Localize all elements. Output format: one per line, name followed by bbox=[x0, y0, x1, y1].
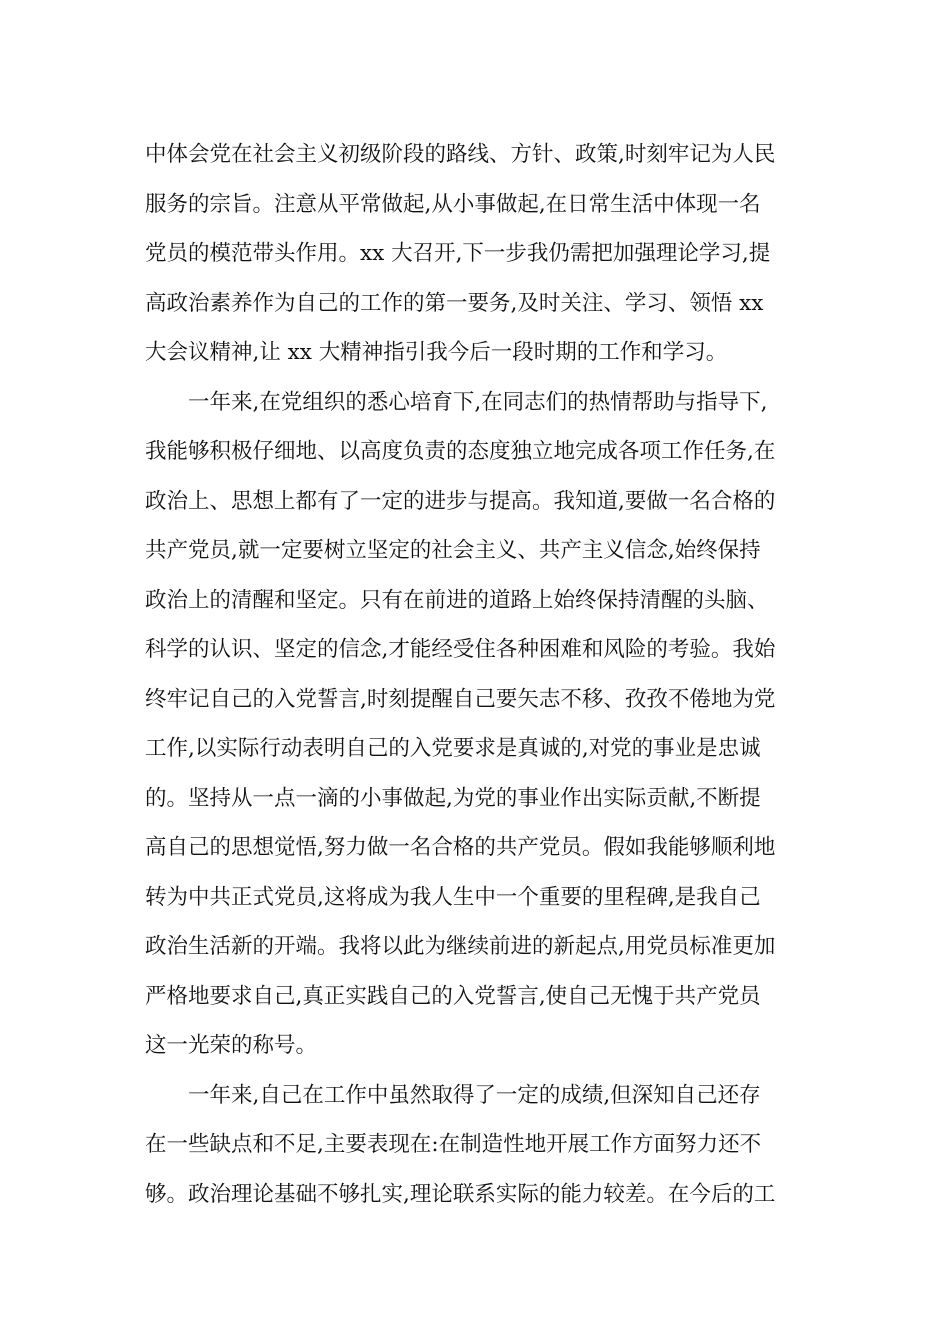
text-line: 够。政治理论基础不够扎实,理论联系实际的能力较差。在今后的工 bbox=[145, 1181, 776, 1207]
text-line: 政治上的清醒和坚定。只有在前进的道路上始终保持清醒的头脑、 bbox=[145, 587, 769, 613]
body-text bbox=[145, 130, 810, 1219]
text-line: 政治生活新的开端。我将以此为继续前进的新起点,用党员标准更加 bbox=[145, 934, 776, 959]
text-line: 终牢记自己的入党誓言,时刻提醒自己要矢志不移、孜孜不倦地为党 bbox=[145, 686, 776, 712]
paragraph-first-line: 一年来,在党组织的悉心培育下,在同志们的热情帮助与指导下, bbox=[188, 389, 768, 415]
text-line: 我能够积极仔细地、以高度负责的态度独立地完成各项工作任务,在 bbox=[145, 439, 776, 464]
text-line: 在一些缺点和不足,主要表现在:在制造性地开展工作方面努力还不 bbox=[145, 1132, 762, 1157]
text-line: 转为中共正式党员,这将成为我人生中一个重要的里程碑,是我自己 bbox=[145, 884, 761, 910]
text-line: 高政治素养作为自己的工作的第一要务,及时关注、学习、领悟 xx bbox=[145, 290, 764, 316]
text-line: 共产党员,就一定要树立坚定的社会主义、共产主义信念,始终保持 bbox=[145, 538, 761, 563]
text-line: 大会议精神,让 xx 大精神指引我今后一段时期的工作和学习。 bbox=[145, 340, 728, 365]
text-line: 工作,以实际行动表明自己的入党要求是真诚的,对党的事业是忠诚 bbox=[145, 736, 761, 761]
text-line: 中体会党在社会主义初级阶段的路线、方针、政策,时刻牢记为人民 bbox=[145, 142, 776, 167]
text-line: 严格地要求自己,真正实践自己的入党誓言,使自己无愧于共产党员 bbox=[145, 983, 761, 1009]
text-line: 高自己的思想觉悟,努力做一名合格的共产党员。假如我能够顺利地 bbox=[145, 835, 776, 860]
text-line: 服务的宗旨。注意从平常做起,从小事做起,在日常生活中体现一名 bbox=[145, 191, 761, 217]
text-line: 党员的模范带头作用。xx 大召开,下一步我仍需把加强理论学习,提 bbox=[145, 241, 771, 266]
paragraph-first-line: 一年来,自己在工作中虽然取得了一定的成绩,但深知自己还存 bbox=[188, 1082, 761, 1108]
text-line: 这一光荣的称号。 bbox=[145, 1033, 318, 1058]
text-line: 政治上、思想上都有了一定的进步与提高。我知道,要做一名合格的 bbox=[145, 488, 776, 514]
text-line: 的。坚持从一点一滴的小事做起,为党的事业作出实际贡献,不断提 bbox=[145, 785, 761, 811]
text-line: 科学的认识、坚定的信念,才能经受住各种困难和风险的考验。我始 bbox=[145, 637, 776, 662]
